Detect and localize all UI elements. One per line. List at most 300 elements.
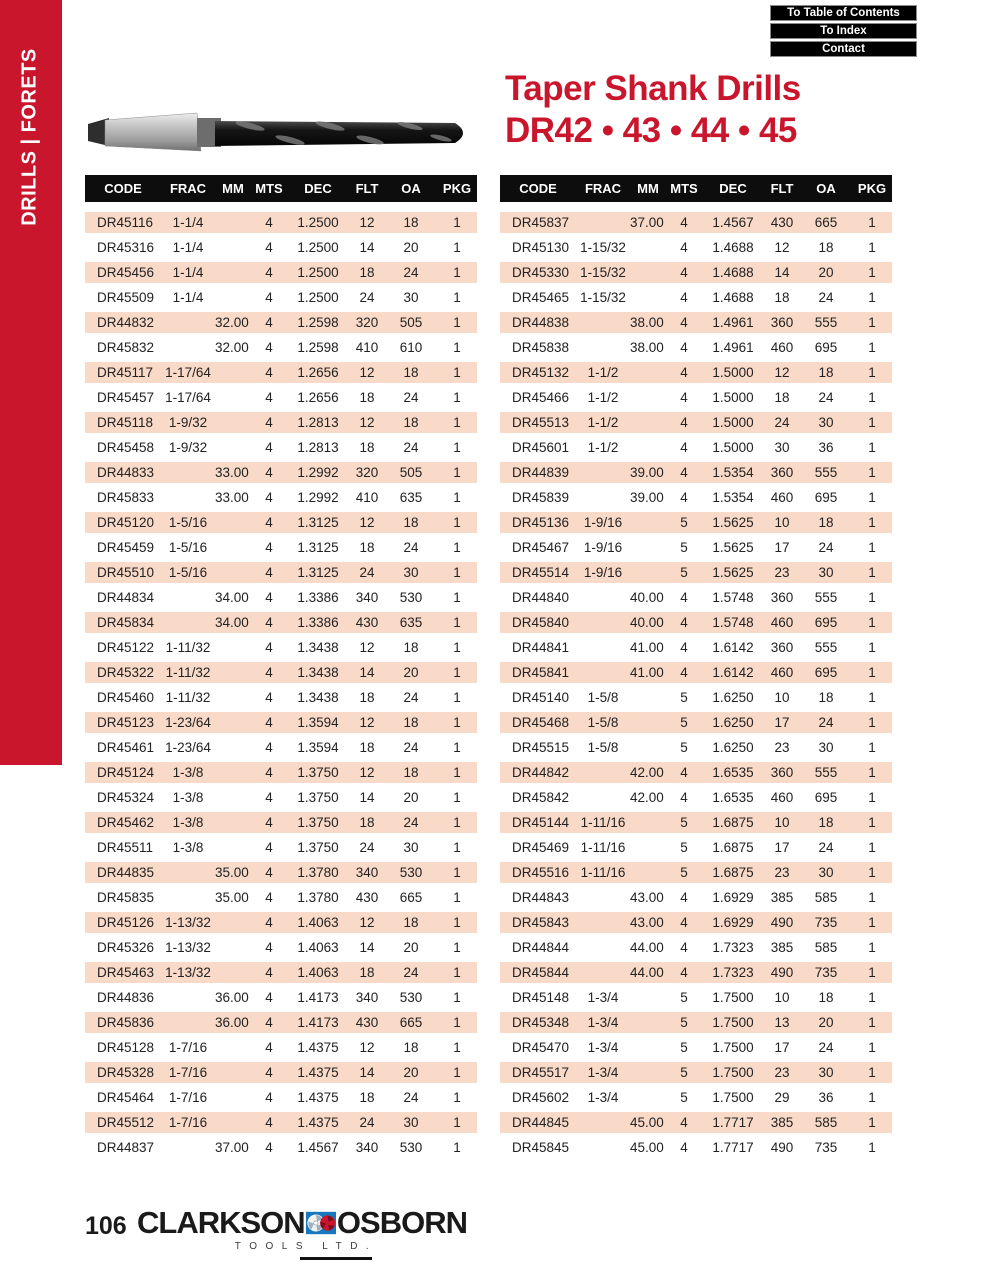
cell-dec: 1.4375 <box>297 1040 339 1055</box>
cell-frac: 1-3/4 <box>587 1065 619 1080</box>
cell-frac: 1-11/16 <box>580 840 626 855</box>
cell-flt: 10 <box>774 690 790 705</box>
cell-flt: 12 <box>359 915 375 930</box>
cell-mm: 37.00 <box>215 1140 249 1155</box>
cell-flt: 14 <box>359 790 375 805</box>
cell-code: DR45465 <box>512 290 570 305</box>
table-row <box>85 1110 477 1135</box>
cell-frac <box>576 885 630 910</box>
table-row <box>500 910 892 935</box>
cell-code: DR45459 <box>97 540 155 555</box>
cell-dec: 1.6875 <box>712 840 754 855</box>
table-row <box>85 910 477 935</box>
cell-code: DR44838 <box>512 315 570 330</box>
cell-oa: 735 <box>814 1140 838 1155</box>
table-row <box>500 1110 892 1135</box>
cell-dec: 1.4375 <box>297 1065 339 1080</box>
cell-frac: 1-15/32 <box>580 290 626 305</box>
cell-pkg: 1 <box>868 490 876 505</box>
cell-frac <box>161 335 215 360</box>
cell-mm: 36.00 <box>215 990 249 1005</box>
cell-dec: 1.6250 <box>712 740 754 755</box>
cell-code: DR45468 <box>512 715 570 730</box>
cell-frac: 1-17/64 <box>165 365 211 380</box>
cell-flt: 490 <box>770 965 794 980</box>
cell-oa: 18 <box>818 515 834 530</box>
cell-mts: 4 <box>680 290 688 305</box>
cell-mm: 33.00 <box>215 490 249 505</box>
cell-flt: 24 <box>359 1115 375 1130</box>
cell-flt: 18 <box>359 1090 375 1105</box>
cell-frac: 1-15/32 <box>580 240 626 255</box>
cell-code: DR45513 <box>512 415 570 430</box>
cell-mts: 4 <box>680 940 688 955</box>
cell-mm <box>630 262 666 283</box>
cell-frac: 1-5/8 <box>587 740 619 755</box>
cell-flt: 430 <box>355 890 379 905</box>
cell-dec: 1.3594 <box>297 740 339 755</box>
cell-flt: 12 <box>359 515 375 530</box>
cell-flt: 410 <box>355 340 379 355</box>
cell-mm <box>215 1062 251 1083</box>
cell-mts: 4 <box>265 965 273 980</box>
page-title-line1: Taper Shank Drills <box>505 69 801 108</box>
cell-oa: 555 <box>814 465 838 480</box>
table-row <box>500 1010 892 1035</box>
cell-code: DR44835 <box>97 865 155 880</box>
cell-pkg: 1 <box>868 740 876 755</box>
cell-flt: 17 <box>774 540 790 555</box>
cell-pkg: 1 <box>868 465 876 480</box>
cell-flt: 12 <box>359 415 375 430</box>
cell-oa: 24 <box>403 815 419 830</box>
page-title-line2: DR42 • 43 • 44 • 45 <box>505 111 797 150</box>
cell-oa: 18 <box>403 415 419 430</box>
cell-mm <box>215 385 251 410</box>
cell-flt: 14 <box>359 665 375 680</box>
cell-mm <box>215 1112 251 1133</box>
cell-frac <box>576 785 630 810</box>
nav-button-contact[interactable]: Contact <box>770 41 917 57</box>
cell-mm <box>215 362 251 383</box>
table-row <box>85 935 477 960</box>
cell-dec: 1.3386 <box>297 615 339 630</box>
table-row <box>85 860 477 885</box>
cell-mts: 4 <box>265 990 273 1005</box>
cell-oa: 36 <box>818 440 834 455</box>
cell-mm <box>630 385 666 410</box>
cell-dec: 1.3780 <box>297 890 339 905</box>
cell-flt: 490 <box>770 915 794 930</box>
cell-frac: 1-3/4 <box>587 1040 619 1055</box>
cell-flt: 410 <box>355 490 379 505</box>
cell-mm <box>630 835 666 860</box>
cell-dec: 1.3750 <box>297 765 339 780</box>
cell-mts: 4 <box>265 790 273 805</box>
cell-mm <box>215 735 251 760</box>
table-row <box>85 1085 477 1110</box>
cell-frac <box>576 1112 630 1133</box>
cell-frac: 1-11/32 <box>165 665 211 680</box>
cell-pkg: 1 <box>868 315 876 330</box>
table-row <box>85 235 477 260</box>
cell-mts: 4 <box>680 890 688 905</box>
cell-flt: 18 <box>359 540 375 555</box>
table-row <box>500 385 892 410</box>
cell-mm <box>630 362 666 383</box>
cell-pkg: 1 <box>453 240 461 255</box>
cell-flt: 18 <box>359 440 375 455</box>
cell-oa: 24 <box>818 390 834 405</box>
cell-pkg: 1 <box>453 715 461 730</box>
cell-mts: 4 <box>265 615 273 630</box>
cell-code: DR45845 <box>512 1140 570 1155</box>
cell-mts: 4 <box>265 865 273 880</box>
table-row <box>500 1035 892 1060</box>
cell-pkg: 1 <box>868 440 876 455</box>
table-row <box>500 935 892 960</box>
cell-code: DR44837 <box>97 1140 155 1155</box>
column-header-mts: MTS <box>255 181 283 196</box>
cell-frac: 1-7/16 <box>168 1065 208 1080</box>
cell-code: DR45841 <box>512 665 570 680</box>
cell-oa: 530 <box>399 1140 423 1155</box>
cell-mm: 38.00 <box>630 315 664 330</box>
table-row <box>85 1035 477 1060</box>
cell-mm <box>215 285 251 310</box>
cell-code: DR44833 <box>97 465 155 480</box>
table-row <box>85 260 477 285</box>
cell-mts: 4 <box>680 440 688 455</box>
cell-flt: 14 <box>774 265 790 280</box>
cell-oa: 735 <box>814 915 838 930</box>
cell-flt: 360 <box>770 465 794 480</box>
column-header-oa: OA <box>816 181 836 196</box>
table-row <box>85 435 477 460</box>
column-header-code: CODE <box>519 181 557 196</box>
table-row <box>85 835 477 860</box>
cell-mm <box>630 712 666 733</box>
cell-mm: 40.00 <box>630 615 664 630</box>
cell-mts: 4 <box>680 965 688 980</box>
cell-mm: 42.00 <box>630 790 664 805</box>
cell-dec: 1.6875 <box>712 815 754 830</box>
cell-code: DR45456 <box>97 265 155 280</box>
cell-pkg: 1 <box>868 390 876 405</box>
cell-frac: 1-1/2 <box>587 415 619 430</box>
cell-flt: 340 <box>355 1140 379 1155</box>
cell-mts: 4 <box>265 1065 273 1080</box>
cell-oa: 20 <box>403 240 419 255</box>
table-row <box>500 710 892 735</box>
cell-pkg: 1 <box>868 1140 876 1155</box>
cell-mts: 4 <box>265 240 273 255</box>
cell-code: DR45122 <box>97 640 155 655</box>
cell-mm <box>630 985 666 1010</box>
cell-mm: 32.00 <box>215 340 249 355</box>
cell-mts: 4 <box>265 315 273 330</box>
cell-mts: 4 <box>265 915 273 930</box>
cell-code: DR45463 <box>97 965 155 980</box>
table-row <box>500 560 892 585</box>
cell-dec: 1.3750 <box>297 790 339 805</box>
cell-code: DR45124 <box>97 765 155 780</box>
cell-mm: 36.00 <box>215 1015 249 1030</box>
table-row <box>500 210 892 235</box>
cell-flt: 24 <box>359 565 375 580</box>
cell-pkg: 1 <box>868 240 876 255</box>
cell-flt: 10 <box>774 815 790 830</box>
cell-frac <box>576 335 630 360</box>
table-body <box>85 210 477 1160</box>
cell-flt: 30 <box>774 440 790 455</box>
cell-mts: 4 <box>680 265 688 280</box>
table-row <box>500 585 892 610</box>
cell-pkg: 1 <box>868 690 876 705</box>
cell-code: DR45510 <box>97 565 155 580</box>
cell-frac <box>576 912 630 933</box>
cell-frac: 1-3/8 <box>172 815 204 830</box>
table-row <box>85 660 477 685</box>
cell-code: DR45832 <box>97 340 155 355</box>
cell-dec: 1.5748 <box>712 615 754 630</box>
table-row <box>500 610 892 635</box>
cell-oa: 665 <box>399 1015 423 1030</box>
cell-mm: 45.00 <box>630 1140 664 1155</box>
cell-mts: 5 <box>680 815 688 830</box>
cell-flt: 460 <box>770 665 794 680</box>
cell-frac: 1-1/2 <box>587 365 619 380</box>
table-row <box>500 335 892 360</box>
cell-oa: 18 <box>403 640 419 655</box>
cell-frac: 1-11/32 <box>165 640 211 655</box>
cell-code: DR44839 <box>512 465 570 480</box>
cell-mts: 4 <box>265 515 273 530</box>
cell-dec: 1.2500 <box>297 290 339 305</box>
cell-mts: 4 <box>265 365 273 380</box>
cell-code: DR45836 <box>97 1015 155 1030</box>
cell-frac: 1-3/4 <box>587 1015 619 1030</box>
cell-flt: 23 <box>774 865 790 880</box>
cell-frac: 1-5/16 <box>168 540 208 555</box>
cell-flt: 12 <box>774 240 790 255</box>
table-row <box>500 760 892 785</box>
cell-dec: 1.2656 <box>297 365 339 380</box>
cell-mts: 4 <box>680 340 688 355</box>
cell-oa: 24 <box>403 440 419 455</box>
cell-flt: 18 <box>359 390 375 405</box>
cell-pkg: 1 <box>868 1090 876 1105</box>
cell-oa: 18 <box>818 240 834 255</box>
table-row <box>85 360 477 385</box>
cell-dec: 1.3438 <box>297 690 339 705</box>
cell-mm: 35.00 <box>215 865 249 880</box>
cell-oa: 20 <box>403 1065 419 1080</box>
cell-mm: 40.00 <box>630 590 664 605</box>
cell-frac <box>576 462 630 483</box>
table-row <box>85 735 477 760</box>
cell-mts: 4 <box>265 565 273 580</box>
cell-mm <box>215 1085 251 1110</box>
table-row <box>500 1060 892 1085</box>
cell-dec: 1.4688 <box>712 265 754 280</box>
logo-subtext: TOOLS LTD. <box>234 1241 378 1252</box>
cell-pkg: 1 <box>868 840 876 855</box>
cell-frac: 1-7/16 <box>168 1040 208 1055</box>
cell-flt: 430 <box>355 1015 379 1030</box>
table-row <box>500 685 892 710</box>
cell-oa: 24 <box>403 1090 419 1105</box>
cell-flt: 18 <box>774 390 790 405</box>
cell-dec: 1.3438 <box>297 665 339 680</box>
table-row <box>85 710 477 735</box>
column-header-mm: MM <box>637 181 659 196</box>
cell-mts: 4 <box>265 840 273 855</box>
cell-mts: 4 <box>680 465 688 480</box>
table-row <box>500 285 892 310</box>
cell-flt: 12 <box>359 1040 375 1055</box>
cell-flt: 12 <box>359 215 375 230</box>
cell-frac: 1-3/4 <box>587 1090 619 1105</box>
table-row <box>500 860 892 885</box>
table-row <box>500 960 892 985</box>
cell-frac <box>161 485 215 510</box>
cell-mm: 45.00 <box>630 1115 664 1130</box>
drill-shank <box>105 113 201 151</box>
cell-mts: 4 <box>265 765 273 780</box>
cell-dec: 1.5354 <box>712 490 754 505</box>
cell-flt: 12 <box>774 365 790 380</box>
table-row <box>85 685 477 710</box>
cell-pkg: 1 <box>453 215 461 230</box>
cell-mm: 41.00 <box>630 665 664 680</box>
cell-dec: 1.6929 <box>712 890 754 905</box>
cell-flt: 340 <box>355 865 379 880</box>
cell-code: DR45316 <box>97 240 155 255</box>
table-row <box>500 885 892 910</box>
cell-mts: 4 <box>265 1015 273 1030</box>
cell-mm <box>215 1035 251 1060</box>
cell-flt: 14 <box>359 240 375 255</box>
sidebar-label: DRILLS | FORETS <box>18 48 41 226</box>
cell-dec: 1.5625 <box>712 515 754 530</box>
cell-frac <box>161 1012 215 1033</box>
table-row <box>500 1085 892 1110</box>
cell-flt: 320 <box>355 315 379 330</box>
cell-oa: 695 <box>814 490 838 505</box>
cell-oa: 20 <box>403 790 419 805</box>
table-row <box>500 460 892 485</box>
cell-oa: 20 <box>403 940 419 955</box>
cell-mts: 4 <box>265 940 273 955</box>
cell-mm: 33.00 <box>215 465 249 480</box>
cell-pkg: 1 <box>868 565 876 580</box>
cell-oa: 24 <box>818 1040 834 1055</box>
cell-dec: 1.3386 <box>297 590 339 605</box>
cell-pkg: 1 <box>453 515 461 530</box>
cell-dec: 1.7323 <box>712 965 754 980</box>
column-header-dec: DEC <box>304 181 332 196</box>
clarkson-osborn-blades-icon <box>306 1206 336 1240</box>
cell-mts: 4 <box>265 665 273 680</box>
cell-frac <box>161 312 215 333</box>
cell-oa: 24 <box>403 690 419 705</box>
cell-oa: 24 <box>818 290 834 305</box>
cell-oa: 585 <box>814 940 838 955</box>
cell-dec: 1.2992 <box>297 490 339 505</box>
column-header-frac: FRAC <box>169 181 207 196</box>
cell-oa: 30 <box>818 565 834 580</box>
cell-frac <box>576 762 630 783</box>
table-header-row <box>500 175 892 202</box>
cell-mm <box>215 935 251 960</box>
cell-pkg: 1 <box>453 565 461 580</box>
cell-flt: 13 <box>774 1015 790 1030</box>
cell-oa: 18 <box>403 765 419 780</box>
cell-dec: 1.7717 <box>712 1115 754 1130</box>
cell-mm <box>215 512 251 533</box>
cell-oa: 665 <box>814 215 838 230</box>
cell-flt: 340 <box>355 990 379 1005</box>
cell-pkg: 1 <box>453 1040 461 1055</box>
cell-oa: 735 <box>814 965 838 980</box>
cell-flt: 385 <box>770 1115 794 1130</box>
cell-mm: 41.00 <box>630 640 664 655</box>
cell-frac <box>576 612 630 633</box>
cell-mm <box>215 835 251 860</box>
cell-dec: 1.4375 <box>297 1115 339 1130</box>
cell-frac <box>161 585 215 610</box>
cell-pkg: 1 <box>453 665 461 680</box>
cell-code: DR45467 <box>512 540 570 555</box>
cell-flt: 14 <box>359 940 375 955</box>
cell-dec: 1.7500 <box>712 1065 754 1080</box>
cell-code: DR45148 <box>512 990 570 1005</box>
cell-pkg: 1 <box>453 1090 461 1105</box>
table-row <box>500 660 892 685</box>
cell-frac <box>161 612 215 633</box>
cell-mm <box>630 435 666 460</box>
column-header-frac: FRAC <box>584 181 622 196</box>
cell-pkg: 1 <box>868 790 876 805</box>
cell-frac: 1-3/8 <box>172 840 204 855</box>
cell-mm: 39.00 <box>630 465 664 480</box>
cell-oa: 24 <box>818 715 834 730</box>
cell-flt: 18 <box>359 265 375 280</box>
cell-dec: 1.4063 <box>297 940 339 955</box>
cell-code: DR45461 <box>97 740 155 755</box>
cell-code: DR45517 <box>512 1065 570 1080</box>
cell-code: DR45842 <box>512 790 570 805</box>
cell-mm <box>215 812 251 833</box>
cell-pkg: 1 <box>453 1015 461 1030</box>
cell-mts: 5 <box>680 840 688 855</box>
table-row <box>500 410 892 435</box>
cell-oa: 20 <box>403 665 419 680</box>
cell-pkg: 1 <box>868 865 876 880</box>
cell-oa: 18 <box>818 365 834 380</box>
cell-mts: 4 <box>265 440 273 455</box>
cell-dec: 1.2656 <box>297 390 339 405</box>
nav-button-table-of-contents[interactable]: To Table of Contents <box>770 5 917 21</box>
cell-pkg: 1 <box>868 615 876 630</box>
cell-code: DR45512 <box>97 1115 155 1130</box>
cell-mm <box>215 535 251 560</box>
cell-mm <box>630 562 666 583</box>
nav-button-index[interactable]: To Index <box>770 23 917 39</box>
cell-dec: 1.7717 <box>712 1140 754 1155</box>
table-row <box>85 460 477 485</box>
